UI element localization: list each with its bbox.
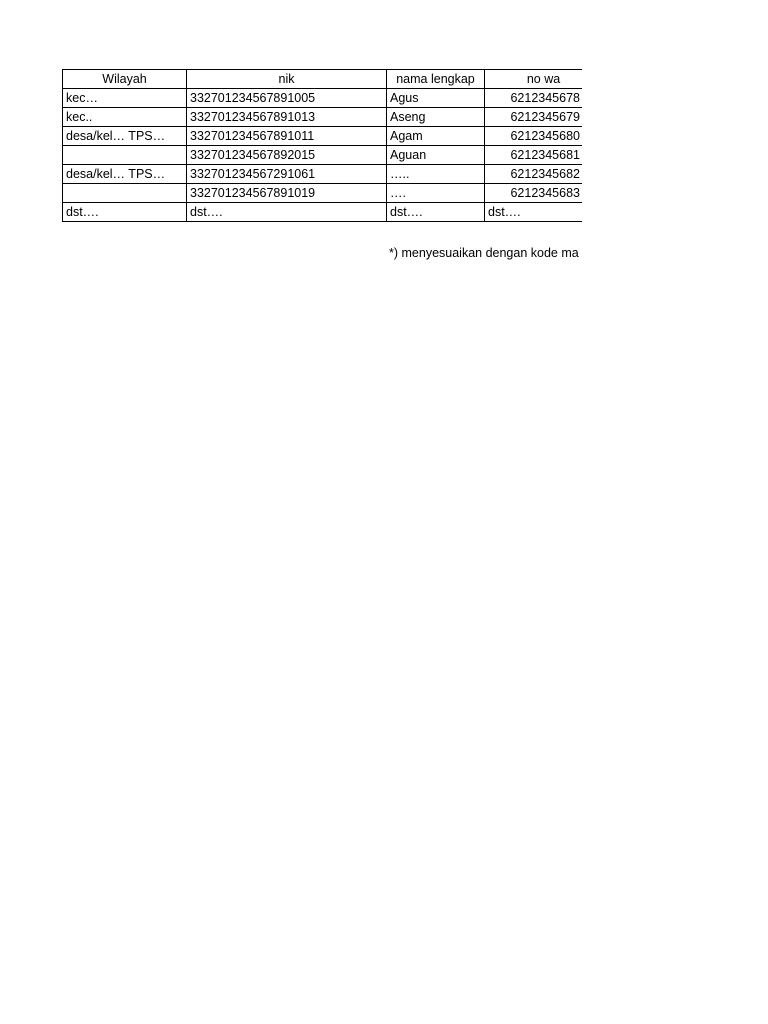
cell-wilayah[interactable]: desa/kel… TPS… xyxy=(63,165,187,184)
cell-no-wa[interactable]: 6212345681 xyxy=(485,146,583,165)
cell-nik[interactable]: 332701234567891011 xyxy=(187,127,387,146)
cell-nama[interactable]: Aguan xyxy=(387,146,485,165)
cell-nama[interactable]: dst…. xyxy=(387,203,485,222)
header-nik[interactable]: nik xyxy=(187,70,387,89)
table-row xyxy=(63,108,583,127)
cell-wilayah[interactable] xyxy=(63,146,187,165)
cell-nik[interactable]: dst…. xyxy=(187,203,387,222)
table-row xyxy=(63,127,583,146)
cell-nik[interactable]: 332701234567891019 xyxy=(187,184,387,203)
header-nama-lengkap[interactable]: nama lengkap xyxy=(387,70,485,89)
data-table xyxy=(62,69,582,222)
cell-nik[interactable]: 332701234567291061 xyxy=(187,165,387,184)
cell-no-wa[interactable]: 6212345680 xyxy=(485,127,583,146)
table-row xyxy=(63,203,583,222)
footnote-cell[interactable] xyxy=(389,244,582,262)
footnote: *) menyesuaikan dengan kode ma xyxy=(389,246,579,260)
cell-nik[interactable]: 332701234567892015 xyxy=(187,146,387,165)
header-wilayah[interactable]: Wilayah xyxy=(63,70,187,89)
cell-no-wa[interactable]: 6212345678 xyxy=(485,89,583,108)
cell-wilayah[interactable]: kec.. xyxy=(63,108,187,127)
cell-no-wa[interactable]: dst…. xyxy=(485,203,583,222)
cell-nama[interactable]: Agus xyxy=(387,89,485,108)
header-no-wa[interactable]: no wa xyxy=(485,70,583,89)
table-row xyxy=(63,184,583,203)
table-row xyxy=(63,146,583,165)
cell-wilayah[interactable]: desa/kel… TPS… xyxy=(63,127,187,146)
table-row xyxy=(63,165,583,184)
cell-wilayah[interactable]: kec… xyxy=(63,89,187,108)
cell-nik[interactable]: 332701234567891005 xyxy=(187,89,387,108)
spreadsheet-area xyxy=(62,69,582,222)
cell-wilayah[interactable]: dst…. xyxy=(63,203,187,222)
table-row xyxy=(63,89,583,108)
cell-no-wa[interactable]: 6212345682 xyxy=(485,165,583,184)
cell-no-wa[interactable]: 6212345683 xyxy=(485,184,583,203)
cell-nama[interactable]: Agam xyxy=(387,127,485,146)
cell-nik[interactable]: 332701234567891013 xyxy=(187,108,387,127)
header-row xyxy=(63,70,583,89)
cell-nama[interactable]: ….. xyxy=(387,165,485,184)
cell-no-wa[interactable]: 6212345679 xyxy=(485,108,583,127)
cell-wilayah[interactable] xyxy=(63,184,187,203)
cell-nama[interactable]: …. xyxy=(387,184,485,203)
cell-nama[interactable]: Aseng xyxy=(387,108,485,127)
